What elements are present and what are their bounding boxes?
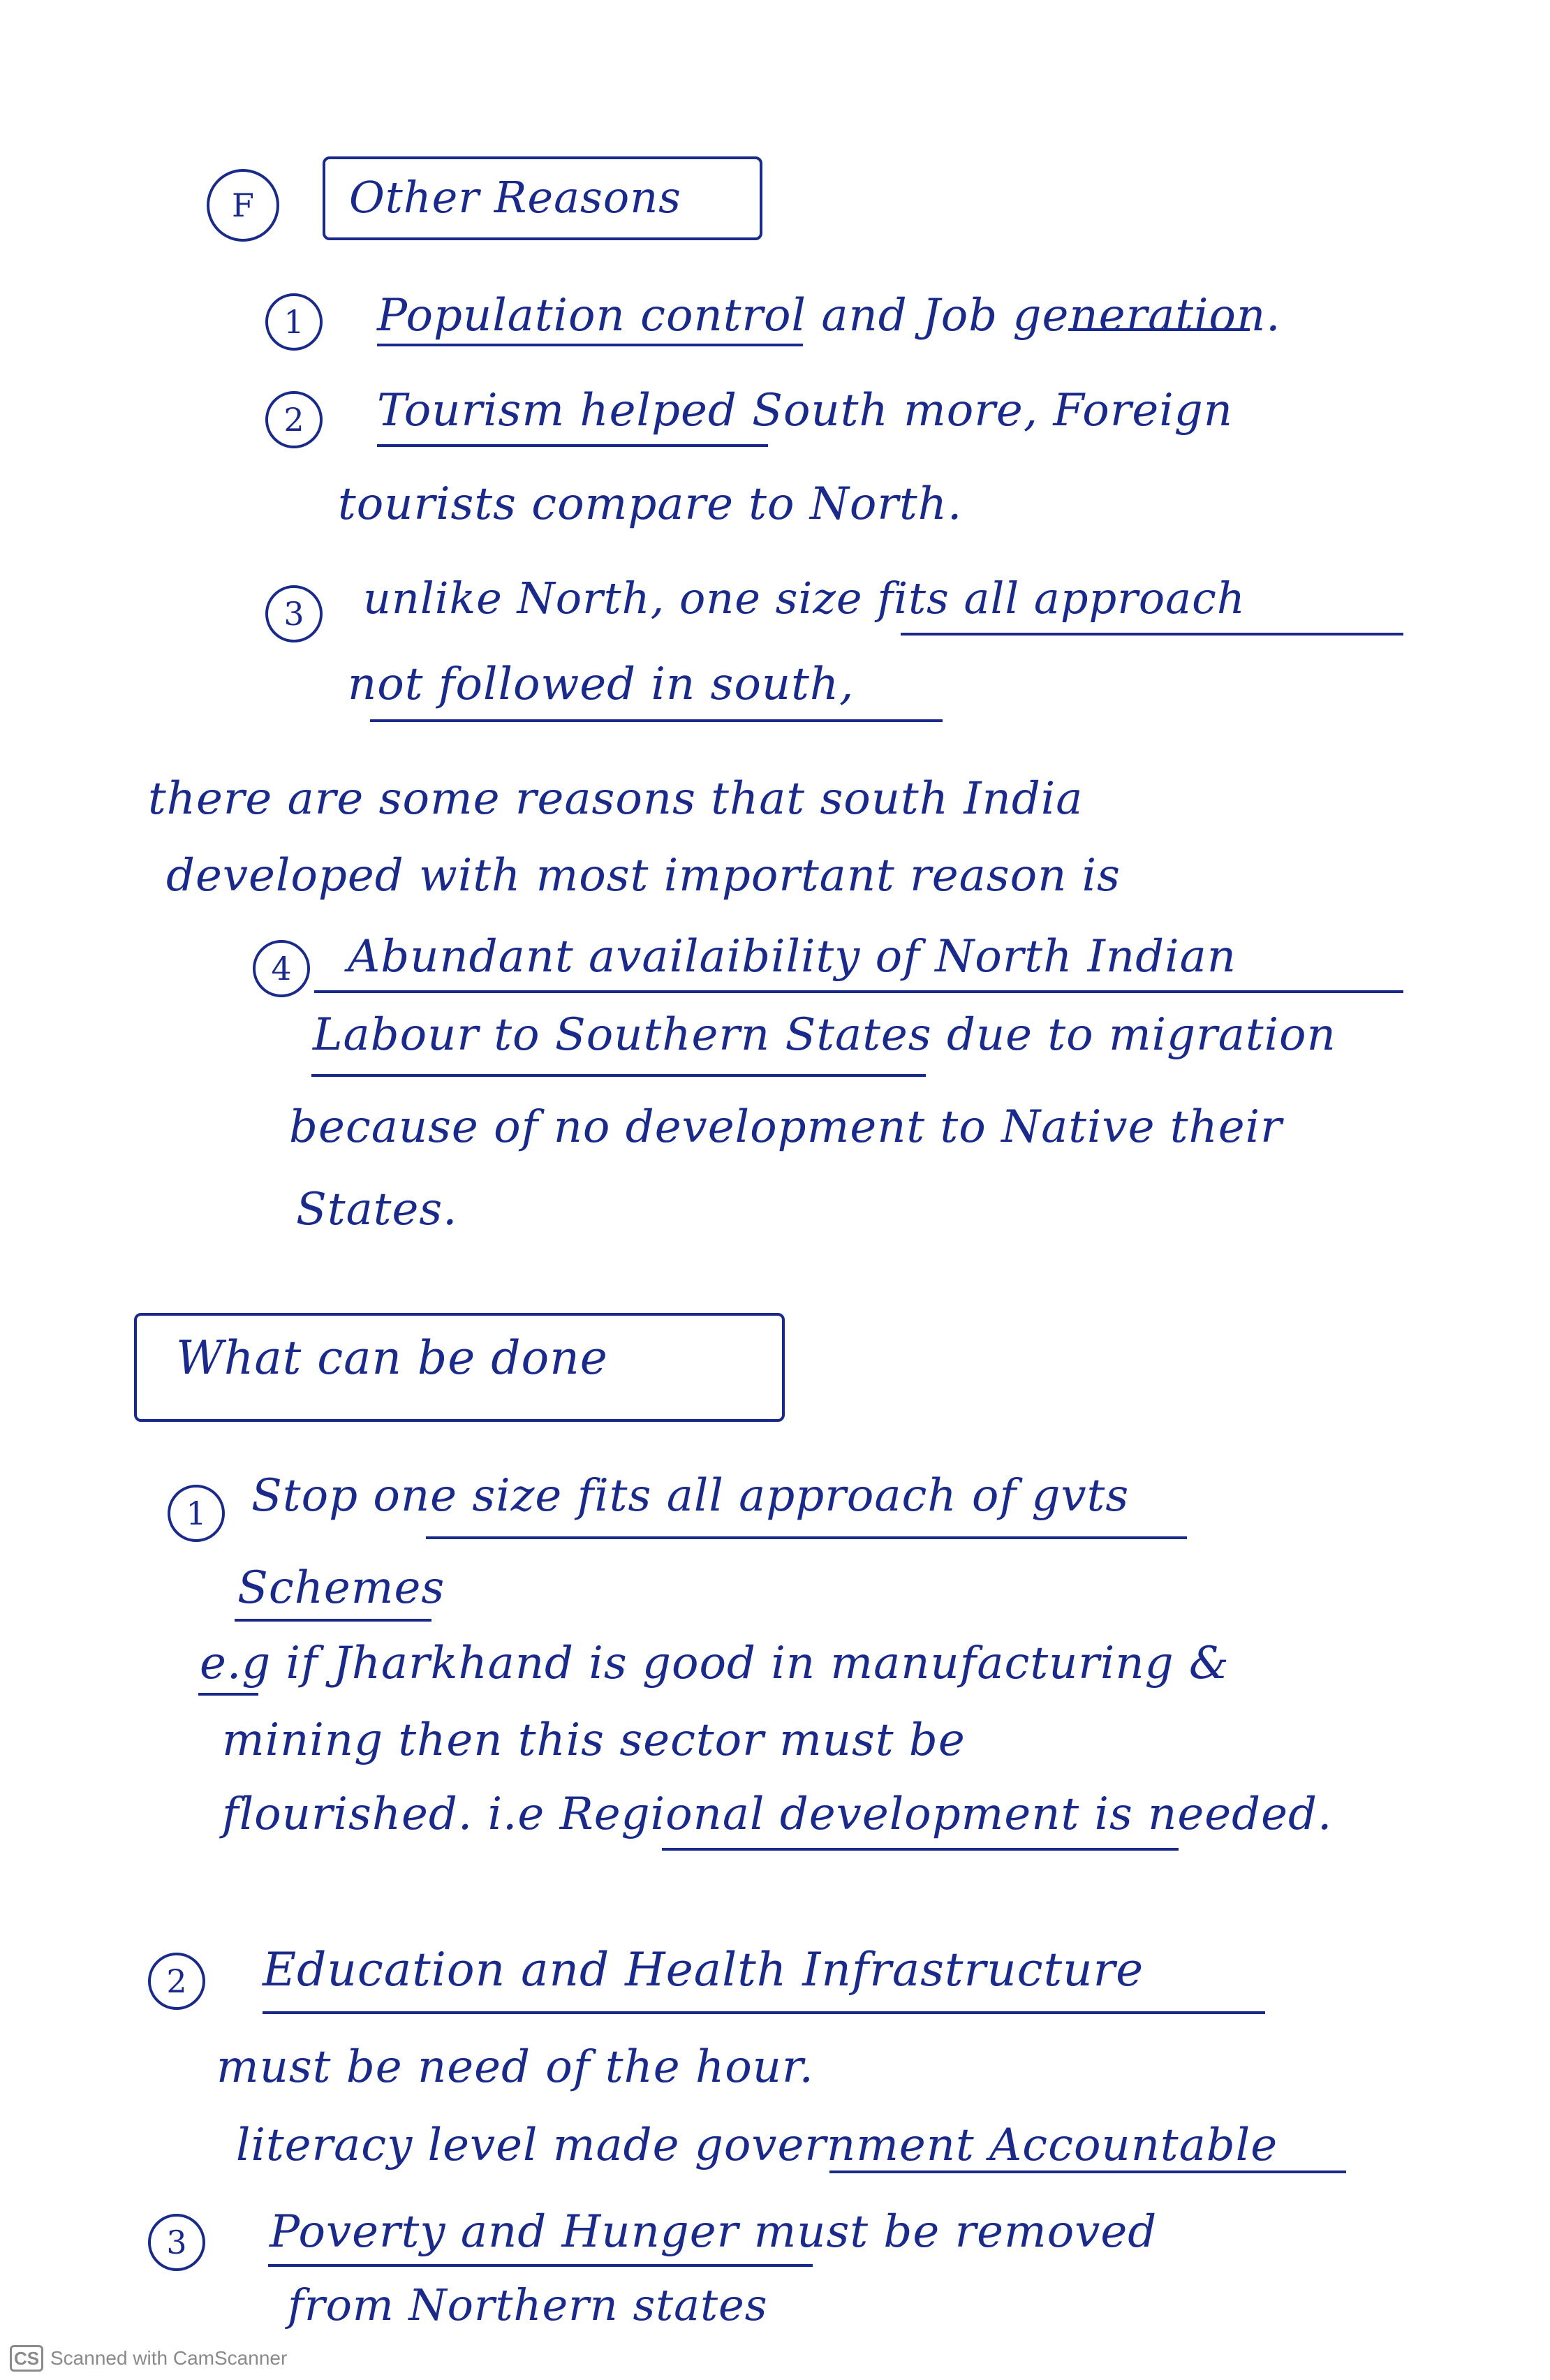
- item-3-marker-label: 3: [283, 595, 304, 633]
- item-3-line-2: not followed in south,: [348, 659, 855, 710]
- underline: [377, 444, 768, 447]
- underline: [263, 2011, 1265, 2014]
- wcbd-item-3-line-2: from Northern states: [288, 2279, 768, 2330]
- wcbd-item-3-marker: [148, 2214, 205, 2271]
- underline: [662, 1848, 1179, 1851]
- wcbd-item-2-line-2: must be need of the hour.: [216, 2041, 814, 2093]
- underline: [426, 1536, 1187, 1539]
- wcbd-item-1-line-2: Schemes: [237, 1562, 445, 1614]
- scanner-footer-text: Scanned with CamScanner: [50, 2347, 288, 2369]
- item-1-marker: [265, 293, 323, 351]
- underline: [377, 344, 803, 346]
- wcbd-item-3-marker-label: 3: [166, 2224, 187, 2261]
- wcbd-item-2-marker-label: 2: [166, 1962, 187, 2000]
- wcbd-item-2-marker: [148, 1953, 205, 2010]
- wcbd-item-3-line-1: Poverty and Hunger must be removed: [270, 2206, 1158, 2258]
- item-4-line-1: Abundant availaibility of North Indian: [348, 931, 1237, 983]
- wcbd-item-2-line-1: Education and Health Infrastructure: [263, 1943, 1144, 1997]
- wcbd-item-1-marker-label: 1: [186, 1494, 207, 1532]
- item-4-marker-label: 4: [271, 950, 292, 987]
- wcbd-item-2-line-3: literacy level made government Accountable: [236, 2120, 1278, 2171]
- underline: [901, 633, 1403, 636]
- item-1-line-1: Population control and Job generation.: [377, 290, 1281, 341]
- underline: [314, 990, 1403, 993]
- what-can-be-done-heading: What can be done: [176, 1331, 608, 1385]
- section-f-heading: Other Reasons: [349, 172, 681, 223]
- item-2-marker-label: 2: [283, 401, 304, 439]
- wcbd-item-1-example-2: mining then this sector must be: [222, 1714, 966, 1766]
- item-4-line-2: Labour to Southern States due to migration: [313, 1009, 1336, 1061]
- wcbd-item-1-line-1: Stop one size fits all approach of gvts: [251, 1470, 1130, 1522]
- underline: [235, 1619, 431, 1622]
- scanner-footer: [10, 2345, 287, 2372]
- item-2-line-2: tourists compare to North.: [338, 478, 963, 530]
- item-2-line-1: Tourism helped South more, Foreign: [377, 385, 1233, 436]
- underline: [1068, 328, 1250, 331]
- item-4-marker: [253, 940, 310, 997]
- paragraph-line-2: developed with most important reason is: [166, 850, 1121, 902]
- section-f-marker-label: F: [232, 186, 254, 224]
- underline: [311, 1074, 926, 1077]
- item-1-marker-label: 1: [283, 303, 304, 341]
- underline: [370, 719, 943, 722]
- item-4-line-3: because of no development to Native their: [289, 1101, 1283, 1153]
- paragraph-line-1: there are some reasons that south India: [148, 773, 1084, 825]
- item-4-line-4: States.: [296, 1184, 458, 1235]
- wcbd-item-1-marker: [168, 1485, 225, 1542]
- underline: [829, 2170, 1346, 2173]
- wcbd-item-1-example-1: e.g if Jharkhand is good in manufacturing &: [200, 1638, 1230, 1689]
- underline: [268, 2264, 813, 2267]
- underline: [198, 1693, 258, 1696]
- item-3-line-1: unlike North, one size fits all approach: [363, 573, 1246, 624]
- wcbd-item-1-example-3: flourished. i.e Regional development is needed.: [222, 1788, 1333, 1840]
- camscanner-logo-icon: CS: [10, 2345, 43, 2372]
- item-3-marker: [265, 585, 323, 642]
- section-f-marker: [207, 169, 279, 242]
- item-2-marker: [265, 391, 323, 448]
